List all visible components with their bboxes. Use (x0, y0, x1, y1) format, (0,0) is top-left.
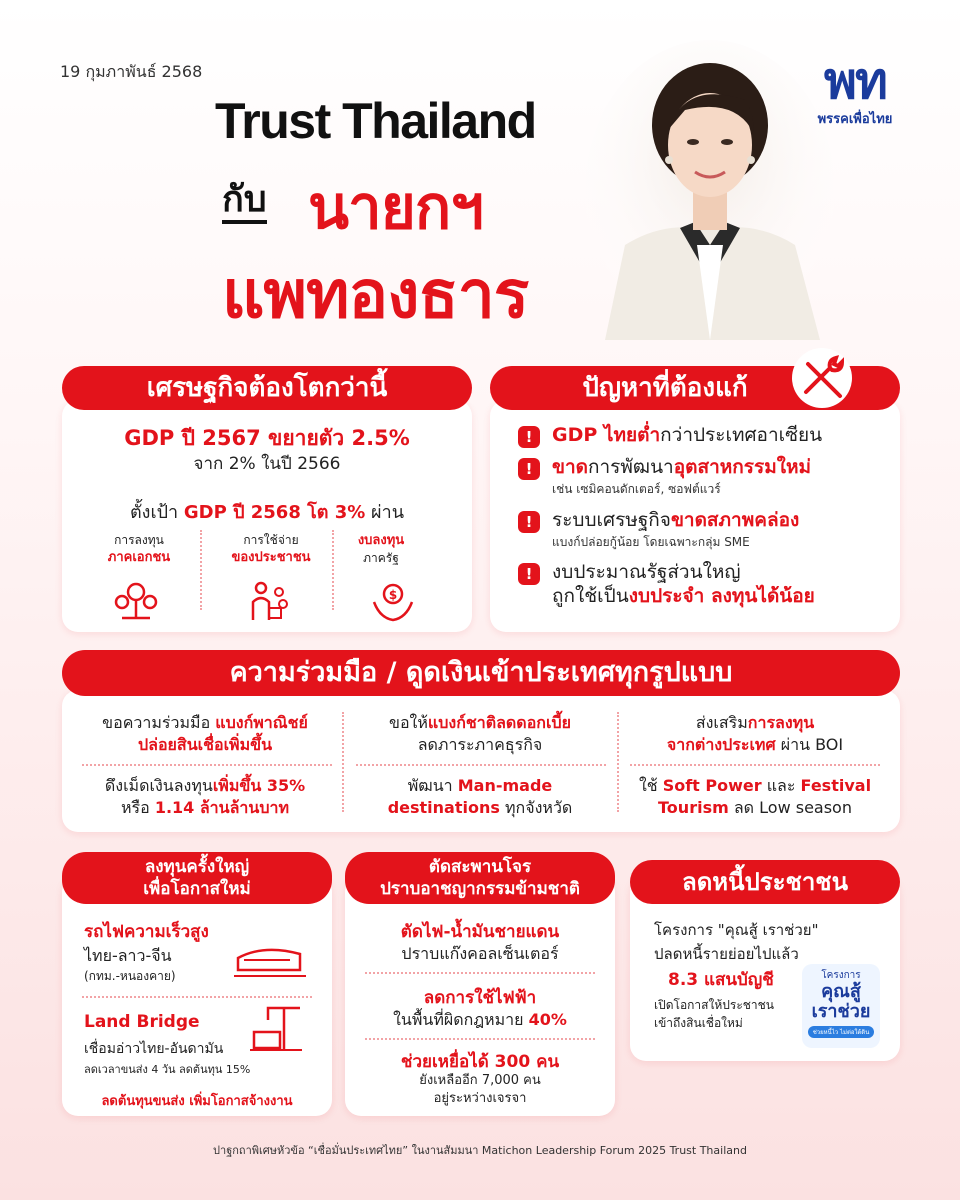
divider (332, 530, 334, 610)
page-title: Trust Thailand (215, 93, 536, 149)
debt-accounts: 8.3 แสนบัญชี (668, 970, 774, 990)
divider (630, 764, 880, 766)
land-bridge-line: เชื่อมอ่าวไทย-อันดามัน (84, 1041, 224, 1057)
rail-sub: (กทม.-หนองคาย) (84, 969, 176, 983)
shopping-person-icon (245, 578, 291, 624)
party-logo (800, 52, 910, 129)
debt-banner: ลดหนี้ประชาชน (630, 860, 900, 904)
divider (617, 712, 619, 812)
reduce-power: ลดการใช้ไฟฟ้า (423, 988, 537, 1008)
party-logo-text: พรรคเพื่อไทย (817, 112, 893, 127)
reduce-power-sub: ในพื้นที่ผิดกฎหมาย 40% (393, 1010, 567, 1029)
portrait-image (585, 40, 835, 340)
coop-soft-power: ใช้ Soft Power และ Festival Tourism ลด Low season (638, 776, 872, 818)
title-name-line1: นายกฯ (308, 173, 483, 243)
gdp-2567: GDP ปี 2567 ขยายตัว 2.5% (124, 426, 410, 450)
rail-route: ไทย-ลาว-จีน (84, 946, 172, 965)
divider (82, 764, 332, 766)
crime-banner: ตัดสะพานโจร ปราบอาชญากรรมข้ามชาติ (345, 852, 615, 904)
divider (82, 996, 312, 998)
victims-helped: ช่วยเหยื่อได้ 300 คน (400, 1052, 560, 1072)
coop-investment-growth: ดึงเม็ดเงินลงทุนเพิ่มขึ้น 35% หรือ 1.14 ล้านล้านบาท (104, 776, 306, 818)
alert-icon: ! (518, 511, 540, 533)
divider (365, 1038, 595, 1040)
problem-3: ระบบเศรษฐกิจขาดสภาพคล่อง แบงก์ปล่อยกู้น้อย โดยเฉพาะกลุ่ม SME (552, 509, 800, 549)
cut-supply: ตัดไฟ-น้ำมันชายแดน (400, 922, 560, 942)
divider (356, 764, 606, 766)
debt-opportunity: เปิดโอกาสให้ประชาชน (654, 998, 774, 1012)
party-logo-mark: พท (824, 52, 886, 110)
victims-remaining: ยังเหลืออีก 7,000 คน อยู่ระหว่างเจรจา (419, 1073, 541, 1106)
public-spending: การใช้จ่าย ของประชาชน (231, 533, 311, 565)
gdp-target: ตั้งเป้า GDP ปี 2568 โต 3% ผ่าน (129, 502, 405, 523)
divider (365, 972, 595, 974)
port-crane-icon (248, 1000, 304, 1054)
title-name-line2: แพทองธาร (222, 256, 529, 333)
economy-banner: เศรษฐกิจต้องโตกว่านี้ (62, 366, 472, 410)
tools-icon (790, 346, 854, 410)
problem-4: งบประมาณรัฐส่วนใหญ่ ถูกใช้เป็นงบประจำ ลงทุนได้น้อย (552, 561, 815, 607)
coop-destinations: พัฒนา Man-made destinations ทุกจังหวัด (387, 776, 573, 818)
rail-title: รถไฟความเร็วสูง (84, 922, 209, 942)
date: 19 กุมภาพันธ์ 2568 (60, 62, 203, 81)
investment-banner: ลงทุนครั้งใหญ่ เพื่อโอกาสใหม่ (62, 852, 332, 904)
coop-foreign-investment: ส่งเสริมการลงทุน จากต่างประเทศ ผ่าน BOI (666, 713, 844, 755)
coin-plant-icon (113, 578, 159, 624)
divider (200, 530, 202, 610)
cooperation-banner: ความร่วมมือ / ดูดเงินเข้าประเทศทุกรูปแบบ (62, 650, 900, 696)
cut-supply-sub: ปราบแก๊งคอลเซ็นเตอร์ (401, 944, 559, 963)
private-investment: การลงทุน ภาคเอกชน (107, 533, 171, 565)
alert-icon: ! (518, 458, 540, 480)
problem-1: GDP ไทยต่ำกว่าประเทศอาเซียน (552, 424, 823, 446)
debt-credit-access: เข้าถึงสินเชื่อใหม่ (654, 1016, 743, 1030)
money-hands-icon (370, 578, 416, 624)
state-investment: งบลงทุน ภาครัฐ (357, 533, 405, 566)
land-bridge-sub: ลดเวลาขนส่ง 4 วัน ลดต้นทุน 15% (84, 1063, 251, 1076)
program-logo: โครงการ คุณสู้ เราช่วย ช่วยหนี้ไว ไม่ต่อใต้ดิน (802, 964, 880, 1048)
investment-summary: ลดต้นทุนขนส่ง เพิ่มโอกาสจ้างงาน (101, 1094, 293, 1109)
alert-icon: ! (518, 426, 540, 448)
problem-2: ขาดการพัฒนาอุตสาหกรรมใหม่ เช่น เซมิคอนดักเตอร์, ซอฟต์แวร์ (552, 456, 812, 496)
debt-program: โครงการ "คุณสู้ เราช่วย" (654, 921, 819, 939)
svg-text:$: $ (388, 588, 398, 602)
train-icon (234, 940, 306, 980)
coop-commercial-banks: ขอความร่วมมือ แบงก์พาณิชย์ ปล่อยสินเชื่อเพิ่มขึ้น (102, 713, 308, 755)
coop-central-bank: ขอให้แบงก์ชาติลดดอกเบี้ย ลดภาระภาคธุรกิจ (389, 713, 571, 755)
problems-banner: ปัญหาที่ต้องแก้ (490, 366, 900, 410)
alert-icon: ! (518, 563, 540, 585)
land-bridge-title: Land Bridge (84, 1012, 200, 1032)
footer-caption: ปาฐกถาพิเศษหัวข้อ “เชื่อมั่นประเทศไทย” ในงานสัมมนา Matichon Leadership Forum 2025 Trust Thailand (213, 1144, 747, 1157)
divider (342, 712, 344, 812)
title-connector: กับ (222, 180, 267, 224)
gdp-from: จาก 2% ในปี 2566 (193, 454, 341, 474)
debt-cleared: ปลดหนี้รายย่อยไปแล้ว (654, 945, 799, 963)
